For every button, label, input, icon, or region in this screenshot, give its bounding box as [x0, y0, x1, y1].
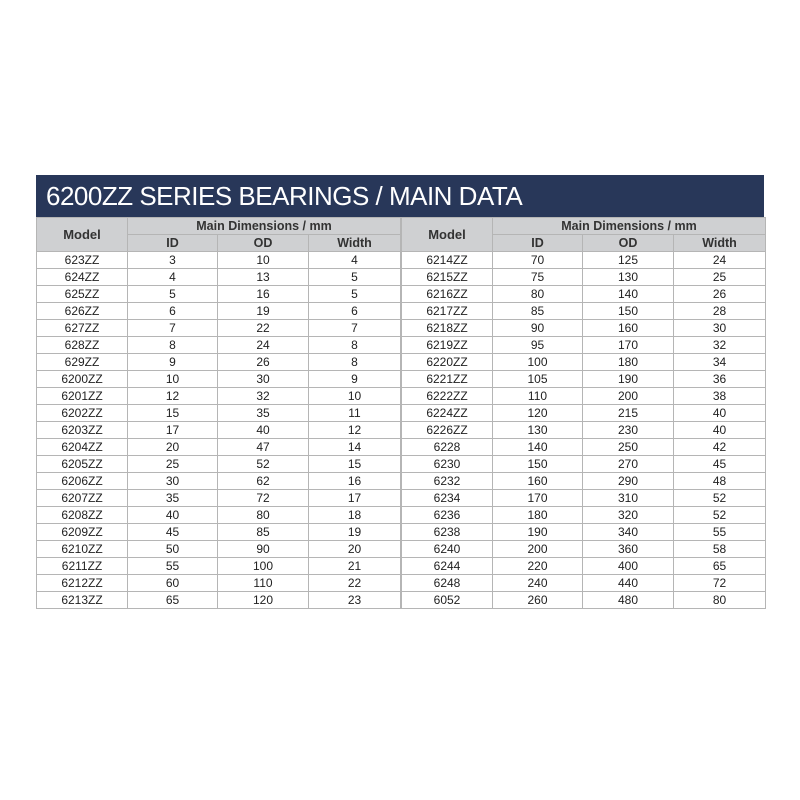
table-row — [37, 592, 401, 609]
cell-od: 230 — [583, 422, 674, 439]
cell-id: 60 — [128, 575, 218, 592]
cell-model: 6222ZZ — [402, 388, 493, 405]
cell-width: 65 — [674, 558, 766, 575]
cell-id: 85 — [493, 303, 583, 320]
cell-od: 200 — [583, 388, 674, 405]
cell-id: 20 — [128, 439, 218, 456]
table-row — [402, 422, 766, 439]
cell-width: 8 — [309, 337, 401, 354]
table-row — [37, 558, 401, 575]
table-row — [402, 286, 766, 303]
cell-width: 5 — [309, 269, 401, 286]
cell-id: 80 — [493, 286, 583, 303]
table-row — [37, 490, 401, 507]
cell-model: 6052 — [402, 592, 493, 609]
cell-model: 6224ZZ — [402, 405, 493, 422]
table-row — [402, 320, 766, 337]
cell-od: 150 — [583, 303, 674, 320]
table-row — [37, 371, 401, 388]
cell-width: 7 — [309, 320, 401, 337]
table-left — [36, 217, 401, 609]
table-row — [402, 507, 766, 524]
cell-od: 170 — [583, 337, 674, 354]
cell-id: 12 — [128, 388, 218, 405]
cell-model: 627ZZ — [37, 320, 128, 337]
table-row — [402, 592, 766, 609]
header-id: ID — [128, 235, 218, 252]
table-row — [402, 252, 766, 269]
cell-od: 32 — [218, 388, 309, 405]
cell-width: 55 — [674, 524, 766, 541]
cell-width: 80 — [674, 592, 766, 609]
cell-width: 40 — [674, 422, 766, 439]
table-row — [37, 354, 401, 371]
cell-od: 140 — [583, 286, 674, 303]
cell-id: 190 — [493, 524, 583, 541]
header-main-dimensions: Main Dimensions / mm — [128, 218, 401, 235]
cell-od: 290 — [583, 473, 674, 490]
cell-model: 6204ZZ — [37, 439, 128, 456]
cell-model: 623ZZ — [37, 252, 128, 269]
cell-model: 6203ZZ — [37, 422, 128, 439]
cell-od: 35 — [218, 405, 309, 422]
header-id: ID — [493, 235, 583, 252]
cell-model: 6240 — [402, 541, 493, 558]
table-row — [402, 524, 766, 541]
cell-width: 26 — [674, 286, 766, 303]
cell-od: 16 — [218, 286, 309, 303]
cell-od: 72 — [218, 490, 309, 507]
cell-id: 150 — [493, 456, 583, 473]
cell-id: 95 — [493, 337, 583, 354]
cell-od: 22 — [218, 320, 309, 337]
cell-model: 6244 — [402, 558, 493, 575]
header-width: Width — [309, 235, 401, 252]
cell-model: 6208ZZ — [37, 507, 128, 524]
cell-od: 10 — [218, 252, 309, 269]
cell-model: 6211ZZ — [37, 558, 128, 575]
table-row — [402, 575, 766, 592]
table-row — [402, 371, 766, 388]
table-row — [37, 269, 401, 286]
table-row — [402, 337, 766, 354]
cell-width: 58 — [674, 541, 766, 558]
cell-od: 125 — [583, 252, 674, 269]
table-row — [402, 490, 766, 507]
cell-width: 28 — [674, 303, 766, 320]
table-row — [37, 524, 401, 541]
cell-width: 52 — [674, 490, 766, 507]
cell-width: 24 — [674, 252, 766, 269]
cell-id: 50 — [128, 541, 218, 558]
cell-id: 200 — [493, 541, 583, 558]
table-row — [37, 252, 401, 269]
cell-od: 160 — [583, 320, 674, 337]
cell-id: 25 — [128, 456, 218, 473]
cell-id: 30 — [128, 473, 218, 490]
cell-model: 6236 — [402, 507, 493, 524]
cell-model: 6202ZZ — [37, 405, 128, 422]
cell-model: 6216ZZ — [402, 286, 493, 303]
cell-id: 40 — [128, 507, 218, 524]
cell-width: 14 — [309, 439, 401, 456]
table-row — [37, 320, 401, 337]
cell-model: 6248 — [402, 575, 493, 592]
cell-model: 6213ZZ — [37, 592, 128, 609]
cell-od: 30 — [218, 371, 309, 388]
header-od: OD — [583, 235, 674, 252]
cell-width: 10 — [309, 388, 401, 405]
cell-model: 6217ZZ — [402, 303, 493, 320]
table-row — [402, 354, 766, 371]
cell-id: 110 — [493, 388, 583, 405]
table-row — [402, 473, 766, 490]
cell-width: 45 — [674, 456, 766, 473]
cell-od: 215 — [583, 405, 674, 422]
table-row — [402, 405, 766, 422]
cell-width: 20 — [309, 541, 401, 558]
cell-id: 75 — [493, 269, 583, 286]
cell-model: 626ZZ — [37, 303, 128, 320]
cell-width: 38 — [674, 388, 766, 405]
cell-width: 12 — [309, 422, 401, 439]
cell-model: 6234 — [402, 490, 493, 507]
cell-width: 25 — [674, 269, 766, 286]
header-od: OD — [218, 235, 309, 252]
cell-od: 85 — [218, 524, 309, 541]
cell-id: 3 — [128, 252, 218, 269]
cell-width: 48 — [674, 473, 766, 490]
cell-model: 6212ZZ — [37, 575, 128, 592]
table-right — [401, 217, 766, 609]
cell-od: 26 — [218, 354, 309, 371]
cell-od: 24 — [218, 337, 309, 354]
cell-id: 160 — [493, 473, 583, 490]
cell-id: 9 — [128, 354, 218, 371]
cell-id: 5 — [128, 286, 218, 303]
header-main-dimensions: Main Dimensions / mm — [493, 218, 766, 235]
cell-od: 100 — [218, 558, 309, 575]
cell-od: 130 — [583, 269, 674, 286]
cell-model: 6232 — [402, 473, 493, 490]
cell-id: 70 — [493, 252, 583, 269]
table-row — [37, 286, 401, 303]
cell-od: 47 — [218, 439, 309, 456]
cell-id: 10 — [128, 371, 218, 388]
cell-id: 45 — [128, 524, 218, 541]
cell-id: 220 — [493, 558, 583, 575]
cell-id: 7 — [128, 320, 218, 337]
cell-id: 17 — [128, 422, 218, 439]
cell-model: 6201ZZ — [37, 388, 128, 405]
cell-id: 260 — [493, 592, 583, 609]
cell-od: 250 — [583, 439, 674, 456]
cell-od: 52 — [218, 456, 309, 473]
cell-width: 8 — [309, 354, 401, 371]
cell-model: 6228 — [402, 439, 493, 456]
cell-model: 6226ZZ — [402, 422, 493, 439]
cell-od: 440 — [583, 575, 674, 592]
cell-id: 15 — [128, 405, 218, 422]
table-row — [37, 439, 401, 456]
table-left-body — [37, 252, 401, 609]
table-row — [402, 388, 766, 405]
cell-width: 32 — [674, 337, 766, 354]
header-model: Model — [37, 218, 128, 252]
cell-id: 55 — [128, 558, 218, 575]
table-row — [37, 337, 401, 354]
table-row — [37, 507, 401, 524]
cell-width: 42 — [674, 439, 766, 456]
cell-id: 180 — [493, 507, 583, 524]
header-model: Model — [402, 218, 493, 252]
cell-model: 6210ZZ — [37, 541, 128, 558]
cell-id: 90 — [493, 320, 583, 337]
cell-od: 110 — [218, 575, 309, 592]
cell-model: 6214ZZ — [402, 252, 493, 269]
cell-model: 6207ZZ — [37, 490, 128, 507]
cell-od: 180 — [583, 354, 674, 371]
cell-od: 310 — [583, 490, 674, 507]
cell-id: 170 — [493, 490, 583, 507]
cell-width: 34 — [674, 354, 766, 371]
cell-od: 320 — [583, 507, 674, 524]
cell-od: 270 — [583, 456, 674, 473]
cell-id: 65 — [128, 592, 218, 609]
cell-width: 5 — [309, 286, 401, 303]
cell-model: 624ZZ — [37, 269, 128, 286]
cell-od: 62 — [218, 473, 309, 490]
cell-width: 30 — [674, 320, 766, 337]
cell-width: 21 — [309, 558, 401, 575]
cell-id: 130 — [493, 422, 583, 439]
table-row — [37, 405, 401, 422]
cell-od: 40 — [218, 422, 309, 439]
cell-id: 35 — [128, 490, 218, 507]
cell-id: 140 — [493, 439, 583, 456]
cell-width: 36 — [674, 371, 766, 388]
cell-od: 13 — [218, 269, 309, 286]
cell-od: 340 — [583, 524, 674, 541]
table-row — [37, 303, 401, 320]
cell-id: 4 — [128, 269, 218, 286]
table-row — [402, 558, 766, 575]
table-row — [37, 575, 401, 592]
cell-width: 11 — [309, 405, 401, 422]
cell-id: 120 — [493, 405, 583, 422]
page-title: 6200ZZ SERIES BEARINGS / MAIN DATA — [36, 175, 764, 217]
cell-od: 90 — [218, 541, 309, 558]
table-row — [402, 303, 766, 320]
header-width: Width — [674, 235, 766, 252]
cell-model: 6215ZZ — [402, 269, 493, 286]
cell-od: 19 — [218, 303, 309, 320]
cell-model: 6219ZZ — [402, 337, 493, 354]
cell-model: 6221ZZ — [402, 371, 493, 388]
table-row — [37, 541, 401, 558]
cell-od: 480 — [583, 592, 674, 609]
cell-width: 4 — [309, 252, 401, 269]
cell-id: 105 — [493, 371, 583, 388]
table-row — [37, 388, 401, 405]
cell-width: 19 — [309, 524, 401, 541]
cell-model: 6200ZZ — [37, 371, 128, 388]
cell-model: 6206ZZ — [37, 473, 128, 490]
cell-width: 40 — [674, 405, 766, 422]
cell-model: 628ZZ — [37, 337, 128, 354]
table-row — [37, 473, 401, 490]
cell-width: 18 — [309, 507, 401, 524]
cell-model: 6209ZZ — [37, 524, 128, 541]
cell-model: 625ZZ — [37, 286, 128, 303]
table-row — [37, 456, 401, 473]
cell-width: 22 — [309, 575, 401, 592]
cell-model: 6230 — [402, 456, 493, 473]
cell-width: 23 — [309, 592, 401, 609]
table-right-body — [402, 252, 766, 609]
cell-od: 190 — [583, 371, 674, 388]
cell-od: 80 — [218, 507, 309, 524]
table-row — [37, 422, 401, 439]
cell-model: 6220ZZ — [402, 354, 493, 371]
cell-width: 6 — [309, 303, 401, 320]
cell-od: 360 — [583, 541, 674, 558]
cell-id: 6 — [128, 303, 218, 320]
table-row — [402, 456, 766, 473]
table-row — [402, 439, 766, 456]
cell-id: 8 — [128, 337, 218, 354]
cell-od: 120 — [218, 592, 309, 609]
cell-width: 17 — [309, 490, 401, 507]
cell-model: 629ZZ — [37, 354, 128, 371]
cell-width: 15 — [309, 456, 401, 473]
cell-width: 16 — [309, 473, 401, 490]
table-row — [402, 541, 766, 558]
cell-model: 6238 — [402, 524, 493, 541]
cell-width: 52 — [674, 507, 766, 524]
cell-width: 72 — [674, 575, 766, 592]
cell-model: 6205ZZ — [37, 456, 128, 473]
cell-width: 9 — [309, 371, 401, 388]
cell-od: 400 — [583, 558, 674, 575]
table-row — [402, 269, 766, 286]
cell-id: 100 — [493, 354, 583, 371]
tables-container — [36, 217, 764, 609]
bearing-data-sheet — [36, 175, 764, 609]
cell-id: 240 — [493, 575, 583, 592]
cell-model: 6218ZZ — [402, 320, 493, 337]
